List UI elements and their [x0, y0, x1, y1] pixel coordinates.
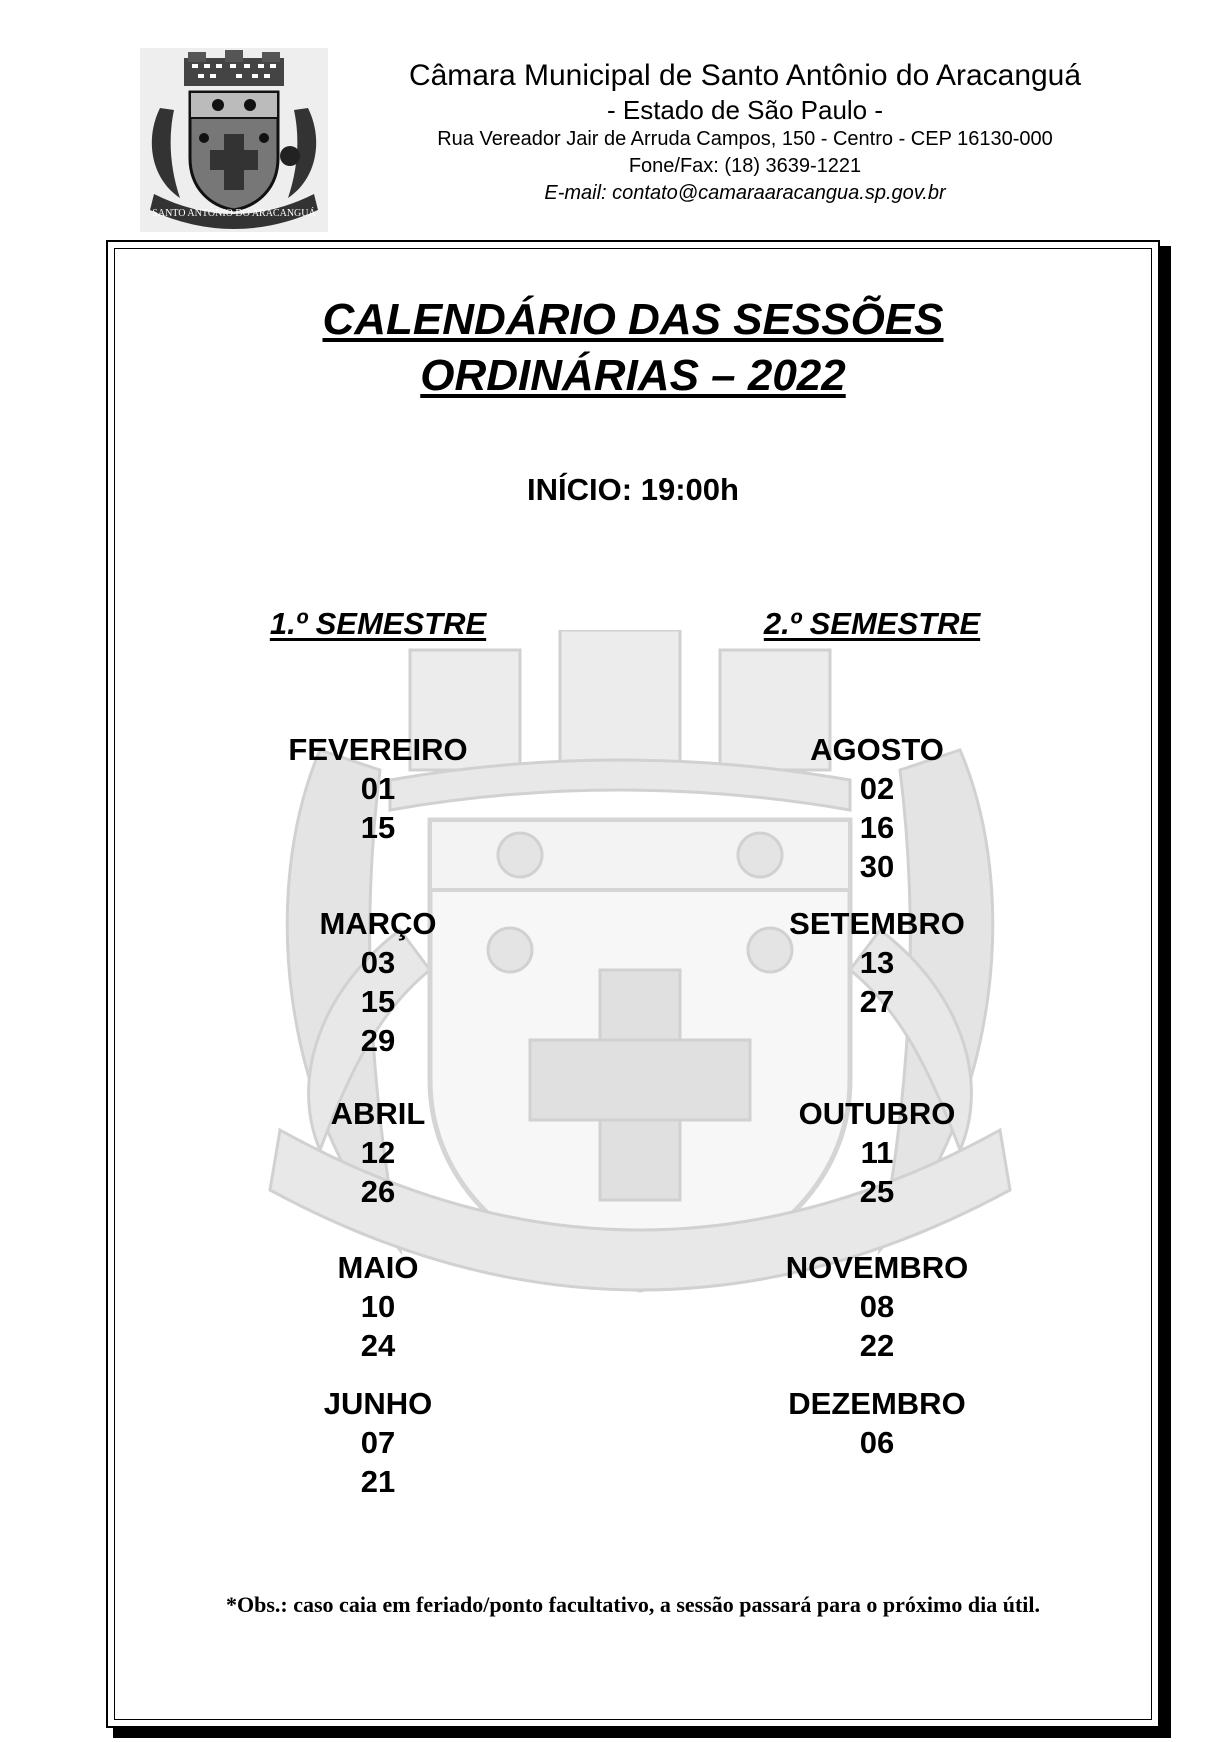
- letterhead: [330, 58, 1160, 207]
- address-line: Rua Vereador Jair de Arruda Campos, 150 - Centro - CEP 16130-000: [437, 128, 1053, 150]
- session-day: 29: [360, 1023, 396, 1058]
- start-time: INÍCIO: 19:00h: [527, 472, 739, 507]
- month-name: JUNHO: [323, 1386, 433, 1421]
- month-dezembro: [727, 1384, 1027, 1462]
- session-day: 10: [360, 1289, 396, 1324]
- session-day: 24: [360, 1328, 396, 1363]
- session-day: 06: [859, 1425, 895, 1460]
- session-day: 08: [859, 1289, 895, 1324]
- month-junho: [228, 1384, 528, 1501]
- month-marco: [228, 904, 528, 1060]
- month-fevereiro: [228, 730, 528, 847]
- session-day: 16: [859, 810, 895, 845]
- title-line-1: CALENDÁRIO DAS SESSÕES: [322, 295, 944, 344]
- session-day: 03: [360, 945, 396, 980]
- session-day: 22: [859, 1328, 895, 1363]
- month-name: DEZEMBRO: [788, 1386, 966, 1421]
- month-agosto: [727, 730, 1027, 886]
- session-day: 27: [859, 984, 895, 1019]
- svg-text:SANTO ANTÔNIO DO ARACANGUÁ: SANTO ANTÔNIO DO ARACANGUÁ: [152, 208, 316, 219]
- semester-1-heading: 1.º SEMESTRE: [269, 606, 487, 641]
- phone-line: Fone/Fax: (18) 3639-1221: [628, 155, 862, 177]
- month-name: ABRIL: [330, 1096, 426, 1131]
- document-title: [106, 292, 1160, 404]
- session-day: 13: [859, 945, 895, 980]
- month-name: SETEMBRO: [789, 906, 965, 941]
- title-line-2: ORDINÁRIAS – 2022: [420, 351, 846, 400]
- session-day: 12: [360, 1135, 396, 1170]
- month-name: OUTUBRO: [798, 1096, 956, 1131]
- session-day: 15: [360, 810, 396, 845]
- session-day: 15: [360, 984, 396, 1019]
- month-name: FEVEREIRO: [288, 732, 468, 767]
- observation-note: *Obs.: caso caia em feriado/ponto facultativo, a sessão passará para o próximo dia útil.: [226, 1592, 1040, 1617]
- session-day: 11: [860, 1135, 894, 1170]
- session-day: 02: [859, 771, 895, 806]
- month-outubro: [727, 1094, 1027, 1211]
- month-name: MAIO: [337, 1250, 419, 1285]
- month-setembro: [727, 904, 1027, 1021]
- month-maio: [228, 1248, 528, 1365]
- month-abril: [228, 1094, 528, 1211]
- month-novembro: [727, 1248, 1027, 1365]
- session-day: 30: [859, 849, 895, 884]
- semester-2-heading: 2.º SEMESTRE: [763, 606, 981, 641]
- state-line: - Estado de São Paulo -: [606, 95, 884, 125]
- month-name: MARÇO: [319, 906, 437, 941]
- month-name: NOVEMBRO: [785, 1250, 969, 1285]
- email-line: E-mail: contato@camaraaracangua.sp.gov.br: [544, 182, 946, 204]
- session-day: 26: [360, 1174, 396, 1209]
- month-name: AGOSTO: [810, 732, 944, 767]
- coat-of-arms-logo: [140, 48, 328, 232]
- session-day: 01: [360, 771, 396, 806]
- session-day: 25: [859, 1174, 895, 1209]
- institution-name: Câmara Municipal de Santo Antônio do Aracanguá: [408, 59, 1082, 92]
- session-day: 21: [360, 1464, 396, 1499]
- session-day: 07: [360, 1425, 396, 1460]
